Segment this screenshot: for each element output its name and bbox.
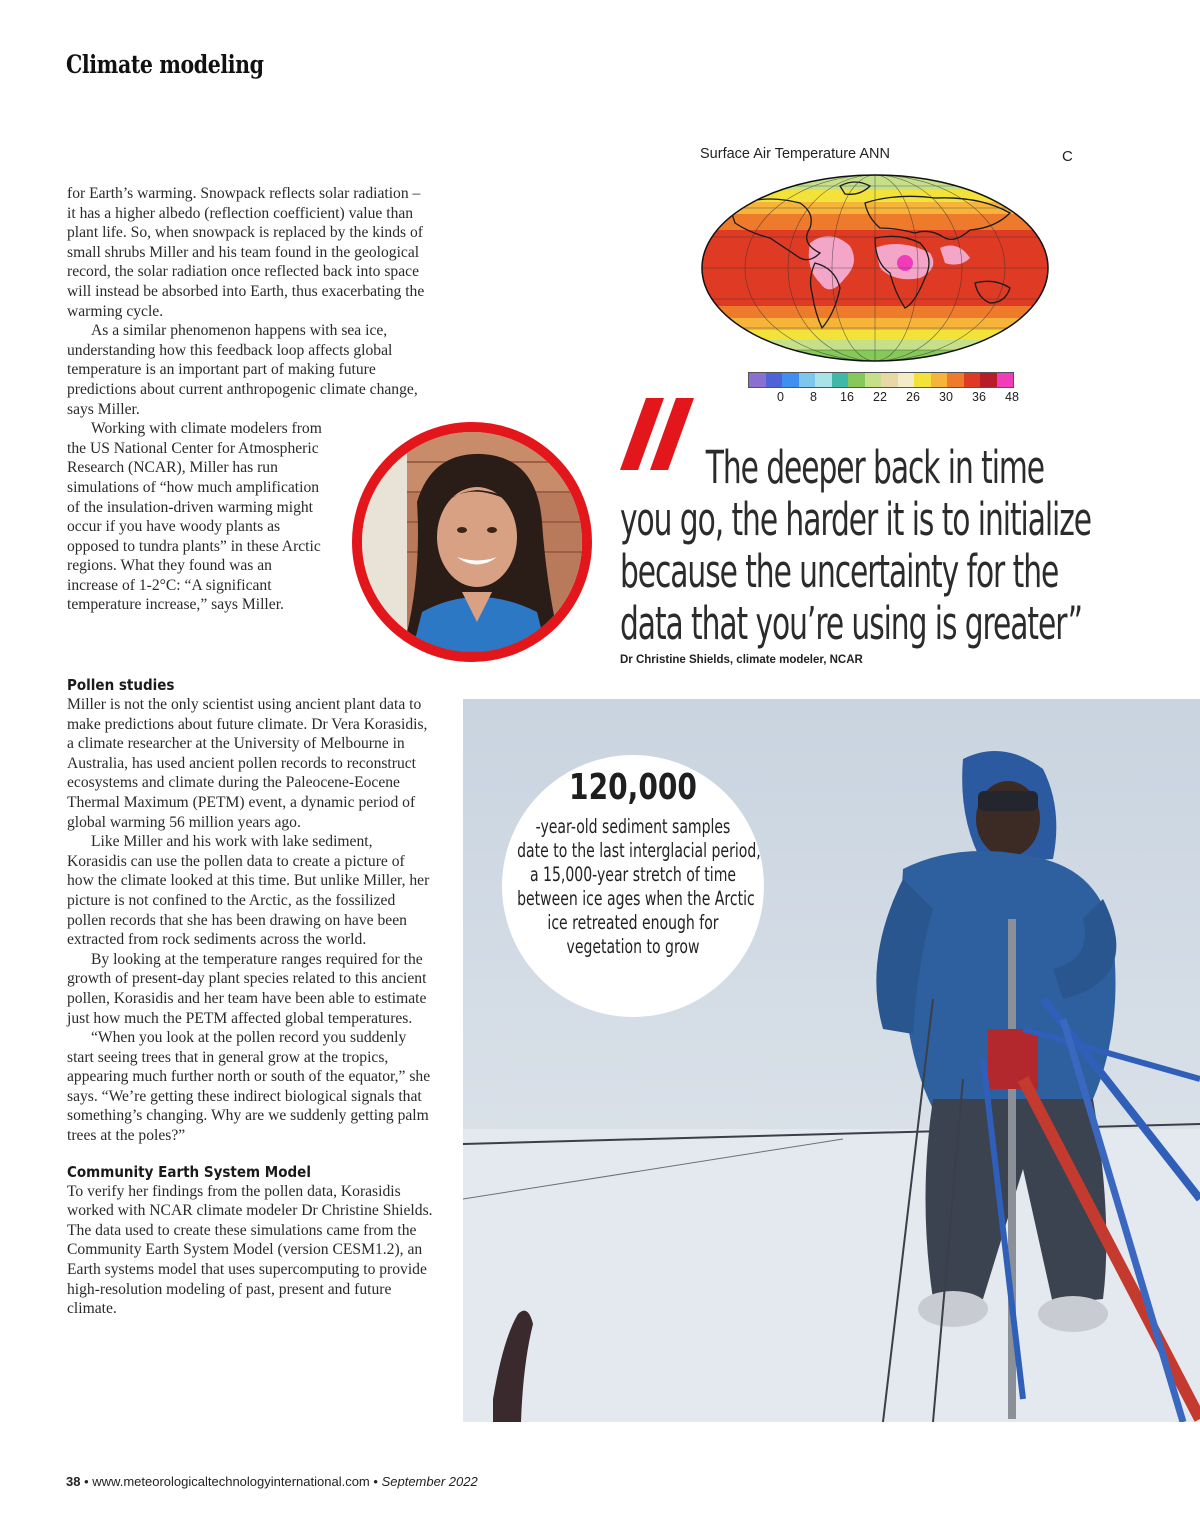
stat-line: date to the last interglacial period, [517, 839, 761, 862]
footer-separator: • [373, 1474, 378, 1489]
world-temperature-map [690, 168, 1060, 368]
map-panel-label: C [1062, 148, 1073, 165]
portrait-photo [352, 422, 592, 662]
colorbar [748, 372, 1014, 388]
cesm-heading: Community Earth System Model [67, 1162, 311, 1181]
colorbar-swatch [865, 373, 882, 387]
colorbar-swatch [964, 373, 981, 387]
pull-quote-line: you go, the harder it is to initialize [620, 493, 1092, 546]
colorbar-tick-label: 8 [810, 390, 817, 404]
body-paragraph: for Earth’s warming. Snowpack reflects solar radiation – it has a higher albedo (reflection coefficient) value than plant life. So, when snowpack is replaced by the kinds of small shrubs Miller and his team found in the geological record, the solar radiation once reflected back into space will instead be absorbed into Earth, thus exacerbating the warming cycle. [67, 185, 425, 320]
body-paragraph: Like Miller and his work with lake sediment, Korasidis can use the pollen data to create a picture of how the climate looked at this time. But unlike Miller, her picture is not confined to the Arctic, as the fossilized pollen records that she has been drawing on have been extracted from rock sediments across the world. [67, 833, 430, 949]
stat-line: between ice ages when the Arctic [517, 887, 755, 910]
pull-quote-line: data that you’re using is greater” [620, 597, 1082, 650]
colorbar-tick-label: 16 [840, 390, 854, 404]
stat-description [517, 815, 761, 959]
colorbar-swatch [947, 373, 964, 387]
colorbar-tick-label: 0 [777, 390, 784, 404]
body-paragraph: By looking at the temperature ranges required for the growth of present-day plant species related to this ancient pollen, Korasidis and her team have been able to estimate just how much the PETM affected global temperatures. [67, 950, 427, 1027]
footer-website: www.meteorologicaltechnologyinternational.com [92, 1474, 370, 1489]
stat-line: a 15,000-year stretch of time [529, 863, 737, 886]
pollen-heading: Pollen studies [67, 676, 175, 694]
colorbar-swatch [799, 373, 816, 387]
footer-separator: • [84, 1474, 89, 1489]
colorbar-tick-label: 22 [873, 390, 887, 404]
pull-quote [620, 441, 1092, 650]
body-paragraph: Miller is not the only scientist using ancient plant data to make predictions about future climate. Dr Vera Korasidis, a climate researcher at the University of Melbourne in Australia, has used ancient pollen records to reconstruct ecosystems and climate during the Paleocene-Eocene Thermal Maximum (PETM) event, a dynamic period of global warming 56 million years ago. [67, 696, 428, 831]
colorbar-swatch [766, 373, 783, 387]
page-footer [66, 1474, 478, 1489]
colorbar-swatch [749, 373, 766, 387]
page-number: 38 [66, 1474, 81, 1489]
body-paragraph: “When you look at the pollen record you suddenly start seeing trees that in general grow at the tropics, appearing much further north or south of the equator,” she says. “We’re getting these indirect biological signals that something’s changing. Why are we suddenly getting palm trees at the poles?” [67, 1029, 431, 1145]
colorbar-swatch [980, 373, 997, 387]
article-column [67, 675, 435, 1319]
colorbar-swatch [997, 373, 1014, 387]
stat-line: vegetation to grow [566, 935, 700, 958]
stat-line: -year-old sediment samples [535, 815, 731, 838]
colorbar-swatch [881, 373, 898, 387]
colorbar-tick-label: 36 [972, 390, 986, 404]
colorbar-swatch [914, 373, 931, 387]
colorbar-swatch [815, 373, 832, 387]
stat-callout [502, 755, 764, 1017]
map-title: Surface Air Temperature ANN [700, 146, 890, 162]
colorbar-tick-label: 30 [939, 390, 953, 404]
quote-attribution: Dr Christine Shields, climate modeler, NCAR [620, 654, 863, 666]
pull-quote-line: The deeper back in time [705, 441, 1045, 494]
body-paragraph: Working with climate modelers from the US National Center for Atmospheric Research (NCAR), Miller has run simulations of “how much amplification of the insulation-driven warming might occur if you have woody plants as opposed to tundra plants” in these Arctic regions. What they found was an increase of 1-2°C: “A significant temperature increase,” says Miller. [67, 420, 322, 614]
body-paragraph: As a similar phenomenon happens with sea ice, understanding how this feedback loop affects global temperature is an important part of making future predictions about current anthropogenic climate change, says Miller. [67, 322, 418, 418]
stat-line: ice retreated enough for [547, 911, 719, 934]
colorbar-swatch [931, 373, 948, 387]
section-tag: Climate modeling [66, 50, 264, 79]
stat-number: 120,000 [569, 767, 697, 808]
colorbar-swatch [848, 373, 865, 387]
colorbar-swatch [782, 373, 799, 387]
pull-quote-line: because the uncertainty for the [620, 545, 1059, 598]
colorbar-swatch [832, 373, 849, 387]
footer-date: September 2022 [381, 1474, 478, 1489]
portrait-image [362, 432, 582, 652]
colorbar-tick-labels [748, 390, 1028, 406]
colorbar-tick-label: 48 [1005, 390, 1019, 404]
body-paragraph: To verify her findings from the pollen data, Korasidis worked with NCAR climate modeler Dr Christine Shields. The data used to create these simulations came from the Community Earth System Model (version CESM1.2), an Earth systems model that uses supercomputing to provide high-resolution modeling of past, present and future climate. [67, 1182, 433, 1318]
temperature-map-figure [690, 140, 1080, 410]
colorbar-tick-label: 26 [906, 390, 920, 404]
colorbar-swatch [898, 373, 915, 387]
